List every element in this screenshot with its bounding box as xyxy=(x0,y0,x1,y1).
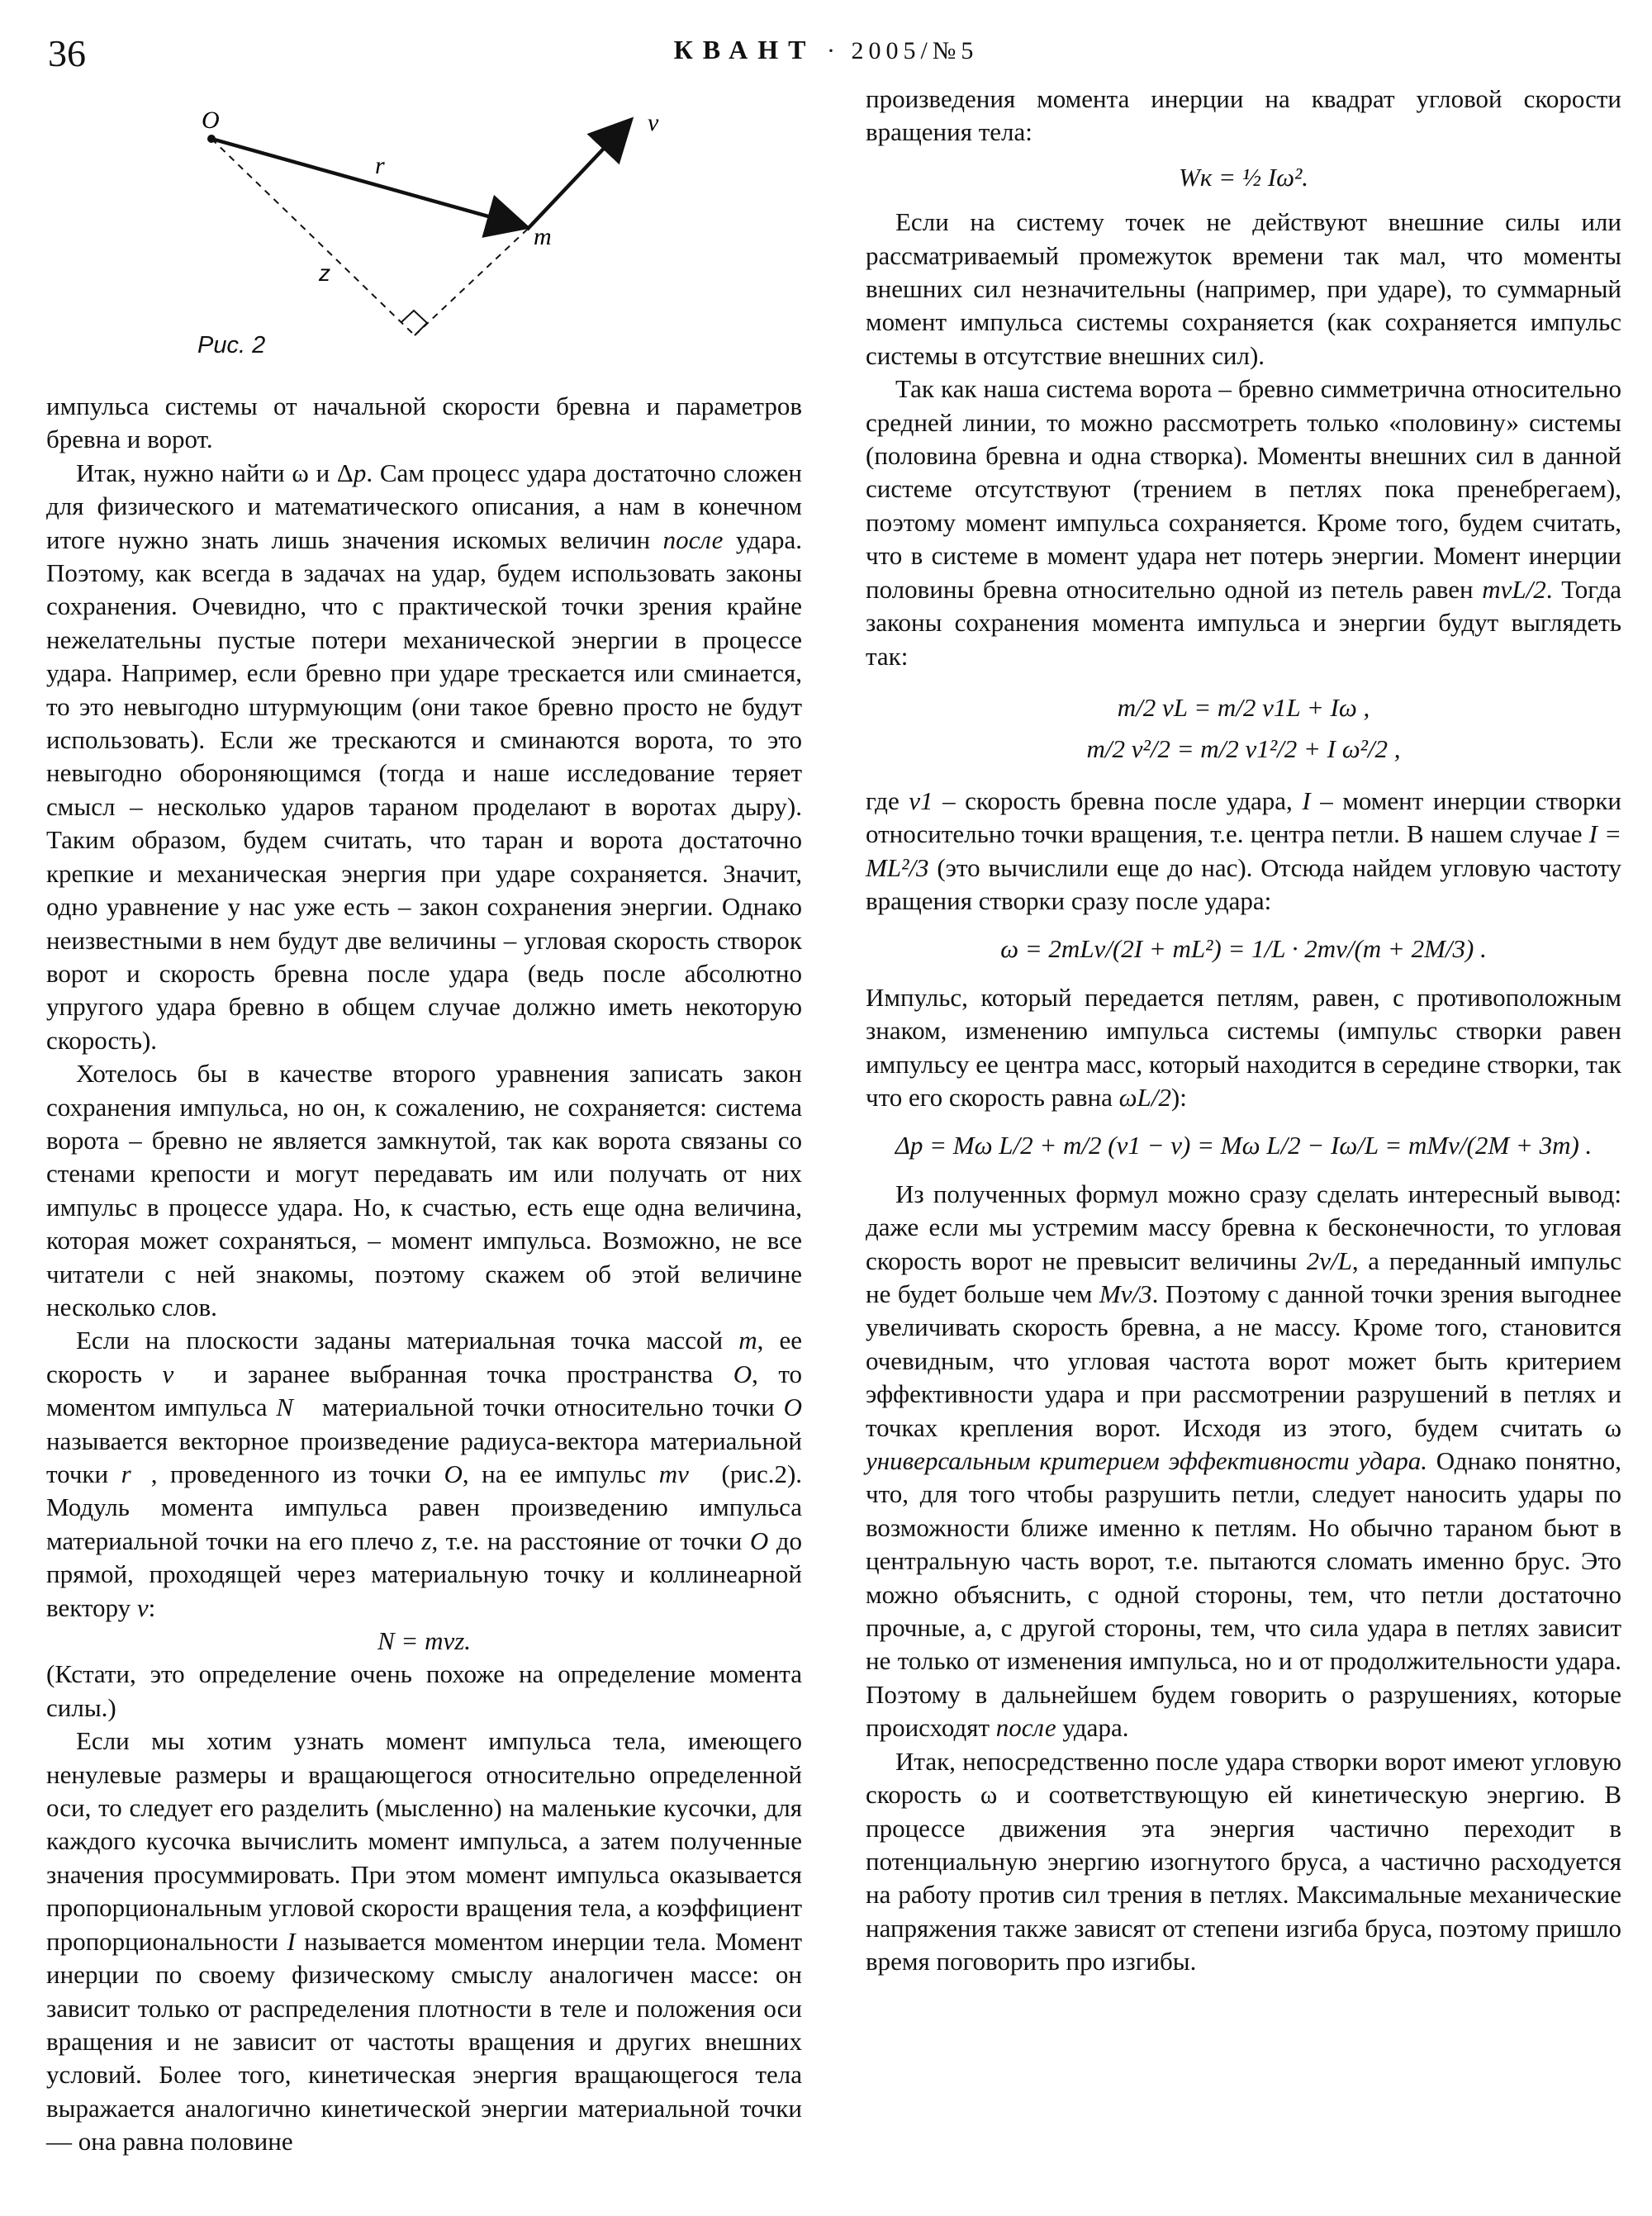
equation-delta-p: Δp = Mω L/2 + m/2 (v1 − v) = Mω L/2 − Iω/L = mMv/(2M + 3m) . xyxy=(895,1131,1593,1160)
right-angle-mark xyxy=(401,311,427,335)
paragraph: Если мы хотим узнать момент импульса тела, имеющего ненулевые размеры и вращающегося относительно определенной оси, то следует его разделить (мысленно) на маленькие кусочки, для каждого кусочка вычислить момент импульса, а затем полученные значения просуммировать. При этом момент импульса оказывается пропорциональным угловой скорости вращения тела, а коэффициент пропорциональности I называется моментом инерции тела. Момент инерции по своему физическому смыслу аналогичен массе: он зависит только от распределения плотности в теле и положения оси вращения и не зависит от частоты вращения и других внешних условий. Более того, кинетическая энергия вращающегося тела выражается аналогично кинетической энергии материальной точки — она равна половине xyxy=(46,1726,802,2157)
label-r: r xyxy=(375,152,385,179)
paragraph: произведения момента инерции на квадрат угловой скорости вращения тела: xyxy=(866,84,1621,147)
label-o: O xyxy=(202,107,220,134)
label-m: m xyxy=(534,223,552,250)
equation-omega: ω = 2mLv/(2I + mL²) = 1/L · 2mv/(m + 2M/3) . xyxy=(1000,934,1487,964)
page-number: 36 xyxy=(48,32,86,74)
figure-caption: Рис. 2 xyxy=(197,332,266,358)
paragraph: (Кстати, это определение очень похоже на определение момента силы.) xyxy=(46,1659,802,1722)
paragraph: Если на систему точек не действуют внешние силы или рассматриваемый промежуток времени так мал, что моменты внешних сил незначительны (например, при ударе), то суммарный момент импульса системы сохраняется (как сохраняется импульс системы в отсутствие внешних сил). xyxy=(866,207,1621,370)
paragraph: Итак, нужно найти ω и Δp. Сам процесс удара достаточно сложен для физического и математического описания, а нам в конечном итоге нужно знать лишь значения искомых величин после удара. Поэтому, как всегда в задачах на удар, будем использовать законы сохранения. Очевидно, что с практической точки зрения крайне нежелательны пустые потери механической энергии в процессе удара. Например, если бревно при ударе трескается или сминается, то это невыгодно штурмующим (они такое бревно просто не будут использовать). Если же трескаются и сминаются ворота, то это невыгодно обороняющимся (тогда и наше исследование теряет смысл – несколько ударов тараном проделают в воротах дыру). Таким образом, будем считать, что таран и ворота достаточно крепкие и механическая энергия при ударе сохраняется. Значит, одно уравнение у нас уже есть – закон сохранения энергии. Однако неизвестными в нем будут две величины – угловая скорость створок ворот и скорость бревна после удара (ведь после абсолютно упругого удара бревно в общем случае должно иметь некоторую скорость). xyxy=(46,458,803,1055)
equation-n: N = mvz. xyxy=(377,1626,472,1656)
label-v: v xyxy=(648,109,659,136)
left-column xyxy=(46,83,802,2159)
paragraph: Так как наша система ворота – бревно симметрична относительно средней линии, то можно рассмотреть только «половину» системы (половина бревна и одна створка). Моменты внешних сил в данной системе отсутствуют (трением в петлях пока пренебрегаем), поэтому момент импульса сохраняется. Кроме того, будем считать, что в системе в момент удара нет потерь энергии. Момент инерции половины бревна относительно одной из петель равен mvL/2. Тогда законы сохранения момента импульса и энергии будут выглядеть так: xyxy=(866,374,1622,671)
running-head xyxy=(0,35,1652,65)
paragraph: где v1 – скорость бревна после удара, I – момент инерции створки относительно точки вращения, т.е. центра петли. В нашем случае I = ML²/3 (это вычислили еще до нас). Отсюда найдем угловую частоту вращения створки сразу после удара: xyxy=(866,785,1622,915)
figure-diagram xyxy=(46,83,802,390)
equation-angular-momentum: m/2 vL = m/2 v1L + Iω , xyxy=(1117,692,1370,722)
paragraph: Если на плоскости заданы материальная точка массой m, ее скорость v⃗ и заранее выбранная точка пространства O, то моментом импульса N⃗ материальной точки относительно точки O называется векторное произведение радиуса-вектора материальной точки r⃗, проведенного из точки O, на ее импульс mv⃗ (рис.2). Модуль момента импульса равен произведению импульса материальной точки на его плечо z, т.е. на расстояние от точки O до прямой, проходящей через материальную точку и коллинеарной вектору v: xyxy=(46,1326,803,1622)
vector-r xyxy=(211,139,524,226)
right-column xyxy=(866,83,1621,1979)
issue-number: · 2005/№5 xyxy=(826,37,979,64)
paragraph: Из полученных формул можно сразу сделать интересный вывод: даже если мы устремим массу бревна к бесконечности, то угловая скорость ворот не превысит величины 2v/L, а переданный импульс не будет больше чем Mv/3. Поэтому с данной точки зрения выгоднее увеличивать скорость бревна, а не массу. Кроме того, становится очевидным, что угловая частота ворот может быть критерием эффективности удара и при рассмотрении разрушений в петлях и точках крепления ворот. Исходя из этого, будем считать ω универсальным критерием эффективности удара. Однако понятно, что, для того чтобы разрушить петли, следует наносить удары по возможности ближе именно к петлям. Но обычно тараном бьют в центральную часть ворот, т.е. пытаются сломать именно брус. Это можно объяснить, с одной стороны, тем, что петли достаточно прочные, а, с другой стороны, тем, что сила удара в петлях зависит не только от изменения импульса, но и от продолжительности удара. Поэтому в дальнейшем будем говорить о разрушениях, которые происходят после удара. xyxy=(866,1179,1622,1743)
figure-2 xyxy=(46,83,802,390)
equation-kinetic-energy: Wк = ½ Iω². xyxy=(1179,162,1308,192)
magazine-title: КВАНТ xyxy=(673,35,816,64)
extension-line xyxy=(415,230,527,335)
equation-energy: m/2 v²/2 = m/2 v1²/2 + I ω²/2 , xyxy=(1086,734,1401,764)
label-z: z xyxy=(319,260,330,286)
vector-v xyxy=(527,122,629,230)
paragraph: Итак, непосредственно после удара створки ворот имеют угловую скорость ω и соответствующую ей кинетическую энергию. В процессе движения эта энергия частично переходит в потенциальную энергию изогнутого бруса, а частично расходуется на работу против сил трения в петлях. Максимальные механические напряжения также зависят от степени изгиба бруса, поэтому пришло время поговорить про изгибы. xyxy=(866,1746,1621,1976)
paragraph: Хотелось бы в качестве второго уравнения записать закон сохранения импульса, но он, к сожалению, не сохраняется: система ворота – бревно не является замкнутой, так как ворота связаны со стенами крепости и могут передавать им или получать от них импульс в процессе удара. Но, к счастью, есть еще одна величина, которая может сохраняться, – момент импульса. Возможно, не все читатели с ней знакомы, поэтому скажем об этой величине несколько слов. xyxy=(46,1059,802,1322)
paragraph: Импульс, который передается петлям, равен, с противоположным знаком, изменению импульса системы (импульс створки равен импульсу ее центра масс, который находится в середине створки, так что его скорость равна ωL/2): xyxy=(866,982,1621,1112)
paragraph: импульса системы от начальной скорости бревна и параметров бревна и ворот. xyxy=(46,391,802,454)
